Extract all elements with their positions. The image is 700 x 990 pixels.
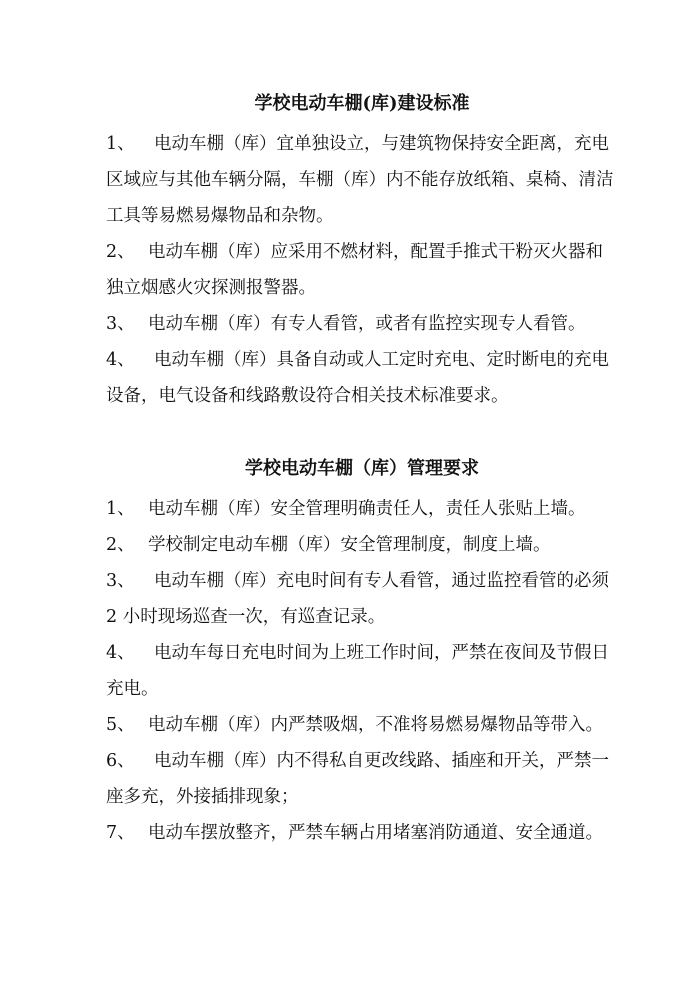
list-item (106, 234, 618, 306)
item-number: 2、 (106, 535, 135, 555)
item-number: 3、 (106, 571, 135, 591)
item-text: 电动车棚（库）应采用不燃材料，配置手推式干粉灭火器和独立烟感火灾探测报警器。 (106, 242, 603, 298)
item-number: 4、 (106, 350, 135, 370)
list-item (106, 306, 618, 342)
item-number: 1、 (106, 134, 135, 154)
construction-standards-section (106, 92, 618, 414)
list-item (106, 635, 618, 707)
list-item (106, 815, 618, 851)
item-text: 电动车棚（库）充电时间有专人看管，通过监控看管的必须 2 小时现场巡查一次，有巡查记录。 (106, 571, 609, 627)
item-text: 电动车棚（库）有专人看管，或者有监控实现专人看管。 (148, 314, 586, 334)
item-number: 7、 (106, 823, 135, 843)
list-item (106, 743, 618, 815)
list-item (106, 707, 618, 743)
management-requirements-section (106, 457, 618, 851)
section-title: 学校电动车棚（库）管理要求 (245, 458, 479, 479)
item-text: 学校制定电动车棚（库）安全管理制度，制度上墙。 (148, 535, 551, 555)
list-item (106, 126, 618, 234)
item-number: 1、 (106, 499, 135, 519)
item-text: 电动车摆放整齐，严禁车辆占用堵塞消防通道、安全通道。 (148, 823, 603, 843)
item-text: 电动车棚（库）内严禁吸烟，不准将易燃易爆物品等带入。 (148, 715, 603, 735)
list-item (106, 563, 618, 635)
item-text: 电动车每日充电时间为上班工作时间，严禁在夜间及节假日充电。 (106, 643, 609, 699)
list-item (106, 342, 618, 414)
item-number: 6、 (106, 751, 135, 771)
item-text: 电动车棚（库）安全管理明确责任人，责任人张贴上墙。 (148, 499, 586, 519)
item-number: 4、 (106, 643, 135, 663)
section-title: 学校电动车棚(库)建设标准 (254, 93, 470, 114)
item-text: 电动车棚（库）宜单独设立，与建筑物保持安全距离，充电区域应与其他车辆分隔，车棚（库）内不能存放纸箱、桌椅、清洁工具等易燃易爆物品和杂物。 (106, 134, 614, 226)
item-number: 3、 (106, 314, 135, 334)
item-text: 电动车棚（库）内不得私自更改线路、插座和开关，严禁一座多充，外接插排现象； (106, 751, 609, 807)
list-item (106, 491, 618, 527)
item-number: 5、 (106, 715, 135, 735)
item-text: 电动车棚（库）具备自动或人工定时充电、定时断电的充电设备，电气设备和线路敷设符合相关技术标准要求。 (106, 350, 609, 406)
list-item (106, 527, 618, 563)
item-number: 2、 (106, 242, 135, 262)
